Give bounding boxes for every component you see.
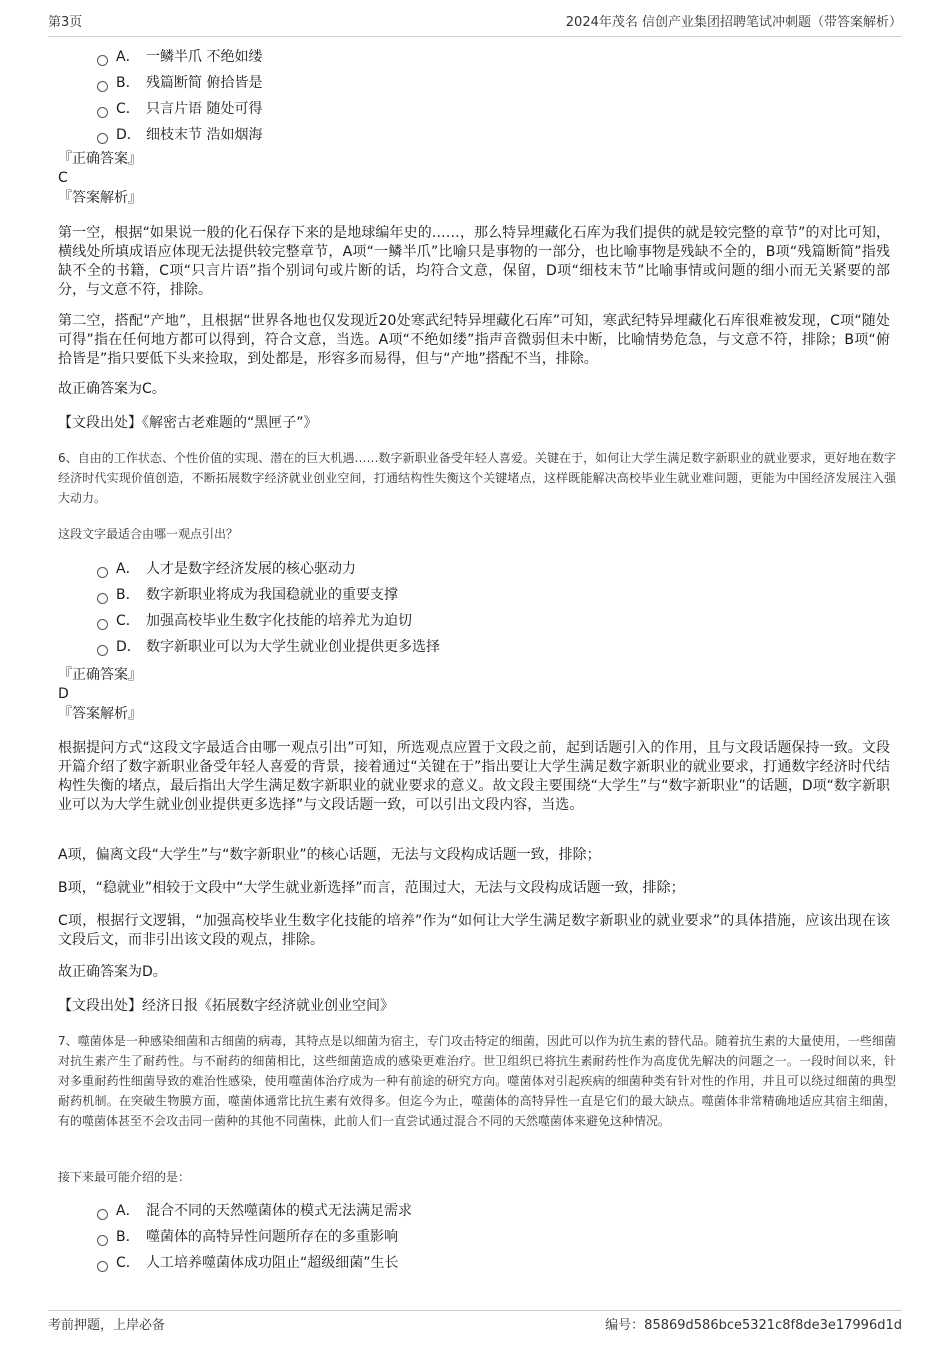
radio-icon[interactable] <box>97 1235 108 1246</box>
q5-answer-label: 『正确答案』 <box>58 151 142 167</box>
q6-analysis-paragraph: B项，“稳就业”相较于文段中“大学生就业新选择”而言，范围过大，无法与文段构成话题一致，排除； <box>58 880 685 896</box>
q7-ask: 接下来最可能介绍的是： <box>58 1170 191 1184</box>
q6-analysis-paragraph: 根据提问方式“这段文字最适合由哪一观点引出”可知，所选观点应置于文段之前，起到话题引入的作用，且与文段话题保持一致。文段开篇介绍了数字新职业备受年轻人喜爱的背景，接着通过“关键在于”指出要让大学生满足数字新职业的就业要求，打通数字经济时代结构性失衡的堵点，最后指出大学生满足数字新职业的就业要求的意义。故文段主要围绕“大学生”与“数字新职业”的话题，D项“数字新职业可以为大学生就业创业提供更多选择”与文段话题一致，可以引出文段内容，当选。 <box>58 740 890 813</box>
q6-option-b[interactable]: B． 数字新职业将成为我国稳就业的重要支撑 <box>97 586 398 604</box>
q5-analysis-paragraph: 第一空，根据“如果说一般的化石保存下来的是地球编年史的……，那么特异埋藏化石库为我们提供的就是较完整的章节”的对比可知，横线处所填成语应体现无法提供较完整章节，A项“一鳞半爪”比喻只是事物的一部分，也比喻事物是残缺不全的，B项“残篇断简”指残缺不全的书籍，C项“只言片语”指个别词句或片断的话，均符合文意，保留，D项“细枝末节”比喻事情或问题的细小而无关紧要的部分，与文意不符，排除。 <box>58 225 890 298</box>
q6-question: 6、自由的工作状态、个性价值的实现、潜在的巨大机遇……数字新职业备受年轻人喜爱。关键在于，如何让大学生满足数字新职业的就业要求，更好地在数字经济时代实现价值创造，不断拓展数字经济就业创业空间，打通结构性失衡这个关键堵点，这样既能解决高校毕业生就业难问题，更能为中国经济发展注入强大动力。 <box>58 451 896 505</box>
q6-answer-label: 『正确答案』 <box>58 667 142 683</box>
footer-slogan: 考前押题，上岸必备 <box>48 1318 166 1333</box>
page-footer <box>48 1310 902 1336</box>
radio-icon[interactable] <box>97 593 108 604</box>
q7-question: 7、噬菌体是一种感染细菌和古细菌的病毒，其特点是以细菌为宿主，专门攻击特定的细菌，因此可以作为抗生素的替代品。随着抗生素的大量使用，一些细菌对抗生素产生了耐药性。与不耐药的细菌相比，这些细菌造成的感染更难治疗。世卫组织已将抗生素耐药性作为高度优先解决的问题之一。一段时间以来，针对多重耐药性细菌导致的难治性感染，使用噬菌体治疗成为一种有前途的研究方向。噬菌体对引起疾病的细菌种类有针对性的作用，并且可以绕过细菌的典型耐药机制。在突破生物膜方面，噬菌体通常比抗生素有效得多。但迄今为止，噬菌体的高特异性一直是它们的最大缺点。噬菌体非常精确地适应其宿主细菌，有的噬菌体甚至不会攻击同一菌种的其他不同菌株，此前人们一直尝试通过混合不同的天然噬菌体来避免这种情况。 <box>58 1034 896 1128</box>
q6-option-d[interactable]: D． 数字新职业可以为大学生就业创业提供更多选择 <box>97 638 440 656</box>
q7-option-a[interactable]: A． 混合不同的天然噬菌体的模式无法满足需求 <box>97 1202 412 1220</box>
page-number: 第3页 <box>48 15 83 30</box>
q7-option-c[interactable]: C． 人工培养噬菌体成功阻止“超级细菌”生长 <box>97 1254 399 1272</box>
q7-option-b[interactable]: B． 噬菌体的高特异性问题所存在的多重影响 <box>97 1228 398 1246</box>
q5-option-d[interactable]: D． 细枝末节 浩如烟海 <box>97 126 262 144</box>
q6-analysis-paragraph: 故正确答案为D。 <box>58 964 167 980</box>
q6-ask: 这段文字最适合由哪一观点引出？ <box>58 527 239 541</box>
radio-icon[interactable] <box>97 1209 108 1220</box>
q5-option-b[interactable]: B． 残篇断简 俯拾皆是 <box>97 74 262 92</box>
q6-analysis-paragraph: C项，根据行文逻辑，“加强高校毕业生数字化技能的培养”作为“如何让大学生满足数字新职业的就业要求”的具体措施，应该出现在该文段后文，而非引出该文段的观点，排除。 <box>58 913 890 948</box>
page-header <box>48 12 902 37</box>
q5-analysis-paragraph: 第二空，搭配“产地”，且根据“世界各地也仅发现近20处寒武纪特异埋藏化石库”可知，寒武纪特异埋藏化石库很难被发现，C项“随处可得”指在任何地方都可以得到，符合文意，当选。A项“不绝如缕”指声音微弱但未中断，比喻情势危急，与文意不符，排除；B项“俯拾皆是”指只要低下头来捡取，到处都是，形容多而易得，但与“产地”搭配不当，排除。 <box>58 313 890 367</box>
q6-option-c[interactable]: C． 加强高校毕业生数字化技能的培养尤为迫切 <box>97 612 412 630</box>
radio-icon[interactable] <box>97 133 108 144</box>
radio-icon[interactable] <box>97 81 108 92</box>
q5-option-a[interactable]: A． 一鳞半爪 不绝如缕 <box>97 48 262 66</box>
radio-icon[interactable] <box>97 567 108 578</box>
q5-analysis-paragraph: 故正确答案为C。 <box>58 381 166 397</box>
q6-analysis-paragraph: A项，偏离文段“大学生”与“数字新职业”的核心话题，无法与文段构成话题一致，排除； <box>58 847 601 863</box>
radio-icon[interactable] <box>97 1261 108 1272</box>
document-title: 2024年茂名 信创产业集团招聘笔试冲刺题（带答案解析） <box>565 15 902 30</box>
radio-icon[interactable] <box>97 619 108 630</box>
radio-icon[interactable] <box>97 107 108 118</box>
q6-answer: D <box>58 686 69 702</box>
q5-analysis-label: 『答案解析』 <box>58 190 142 206</box>
q5-source: 【文段出处】《解密古老难题的“黑匣子”》 <box>58 415 318 431</box>
q5-option-c[interactable]: C． 只言片语 随处可得 <box>97 100 262 118</box>
q6-analysis-label: 『答案解析』 <box>58 706 142 722</box>
q6-option-a[interactable]: A． 人才是数字经济发展的核心驱动力 <box>97 560 356 578</box>
q5-answer: C <box>58 170 68 186</box>
q6-source: 【文段出处】经济日报《拓展数字经济就业创业空间》 <box>58 998 394 1014</box>
radio-icon[interactable] <box>97 55 108 66</box>
radio-icon[interactable] <box>97 645 108 656</box>
document-id: 编号：85869d586bce5321c8f8de3e17996d1d <box>605 1318 902 1333</box>
